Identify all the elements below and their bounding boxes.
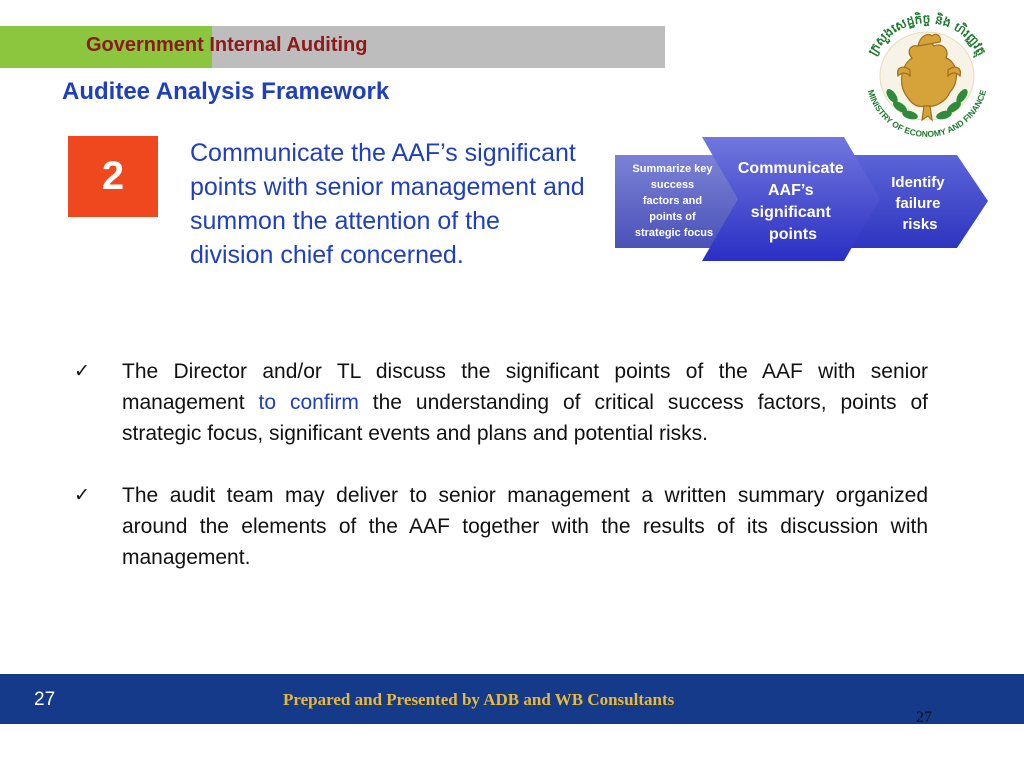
footer-credit: Prepared and Presented by ADB and WB Consultants [283,690,675,709]
flow-left-text: Summarize key success factors and points of strategic focus [632,163,714,239]
logo-english-text: MINISTRY OF ECONOMY AND FINANCE [865,88,989,140]
checkmark-icon: ✓ [74,485,90,506]
highlighted-phrase: to confirm [258,391,359,414]
slide-number: 27 [916,709,932,726]
bullet-item: ✓ The audit team may deliver to senior management a written summary organized around the elements of the AAF together with the results of its discussion with management. [70,480,928,573]
bullet-list [70,356,928,604]
bullet-item: ✓ The Director and/or TL discuss the significant points of the AAF with senior management to confirm the understanding of critical success factors, points of strategic focus, significant events and plans and potential risks. [70,356,928,449]
step-number-badge: 2 [68,136,158,217]
ministry-seal-logo [848,6,1006,140]
header-title: Government Internal Auditing [86,34,368,56]
process-flow-diagram [612,135,992,263]
flow-middle-text: Communicate AAF’s significant points [737,160,844,243]
footer-page-number: 27 [34,689,56,710]
step-description: Communicate the AAF’s significant points with senior management and summon the attention of the division chief concerned. [190,139,585,269]
logo-khmer-text: ក្រសួងសេដ្ឋកិច្ច និង ហិរញ្ញវត្ថុ [865,11,989,58]
page-title: Auditee Analysis Framework [62,78,390,105]
checkmark-icon: ✓ [74,361,90,382]
flow-right-text: Identify failure risks [891,174,945,233]
